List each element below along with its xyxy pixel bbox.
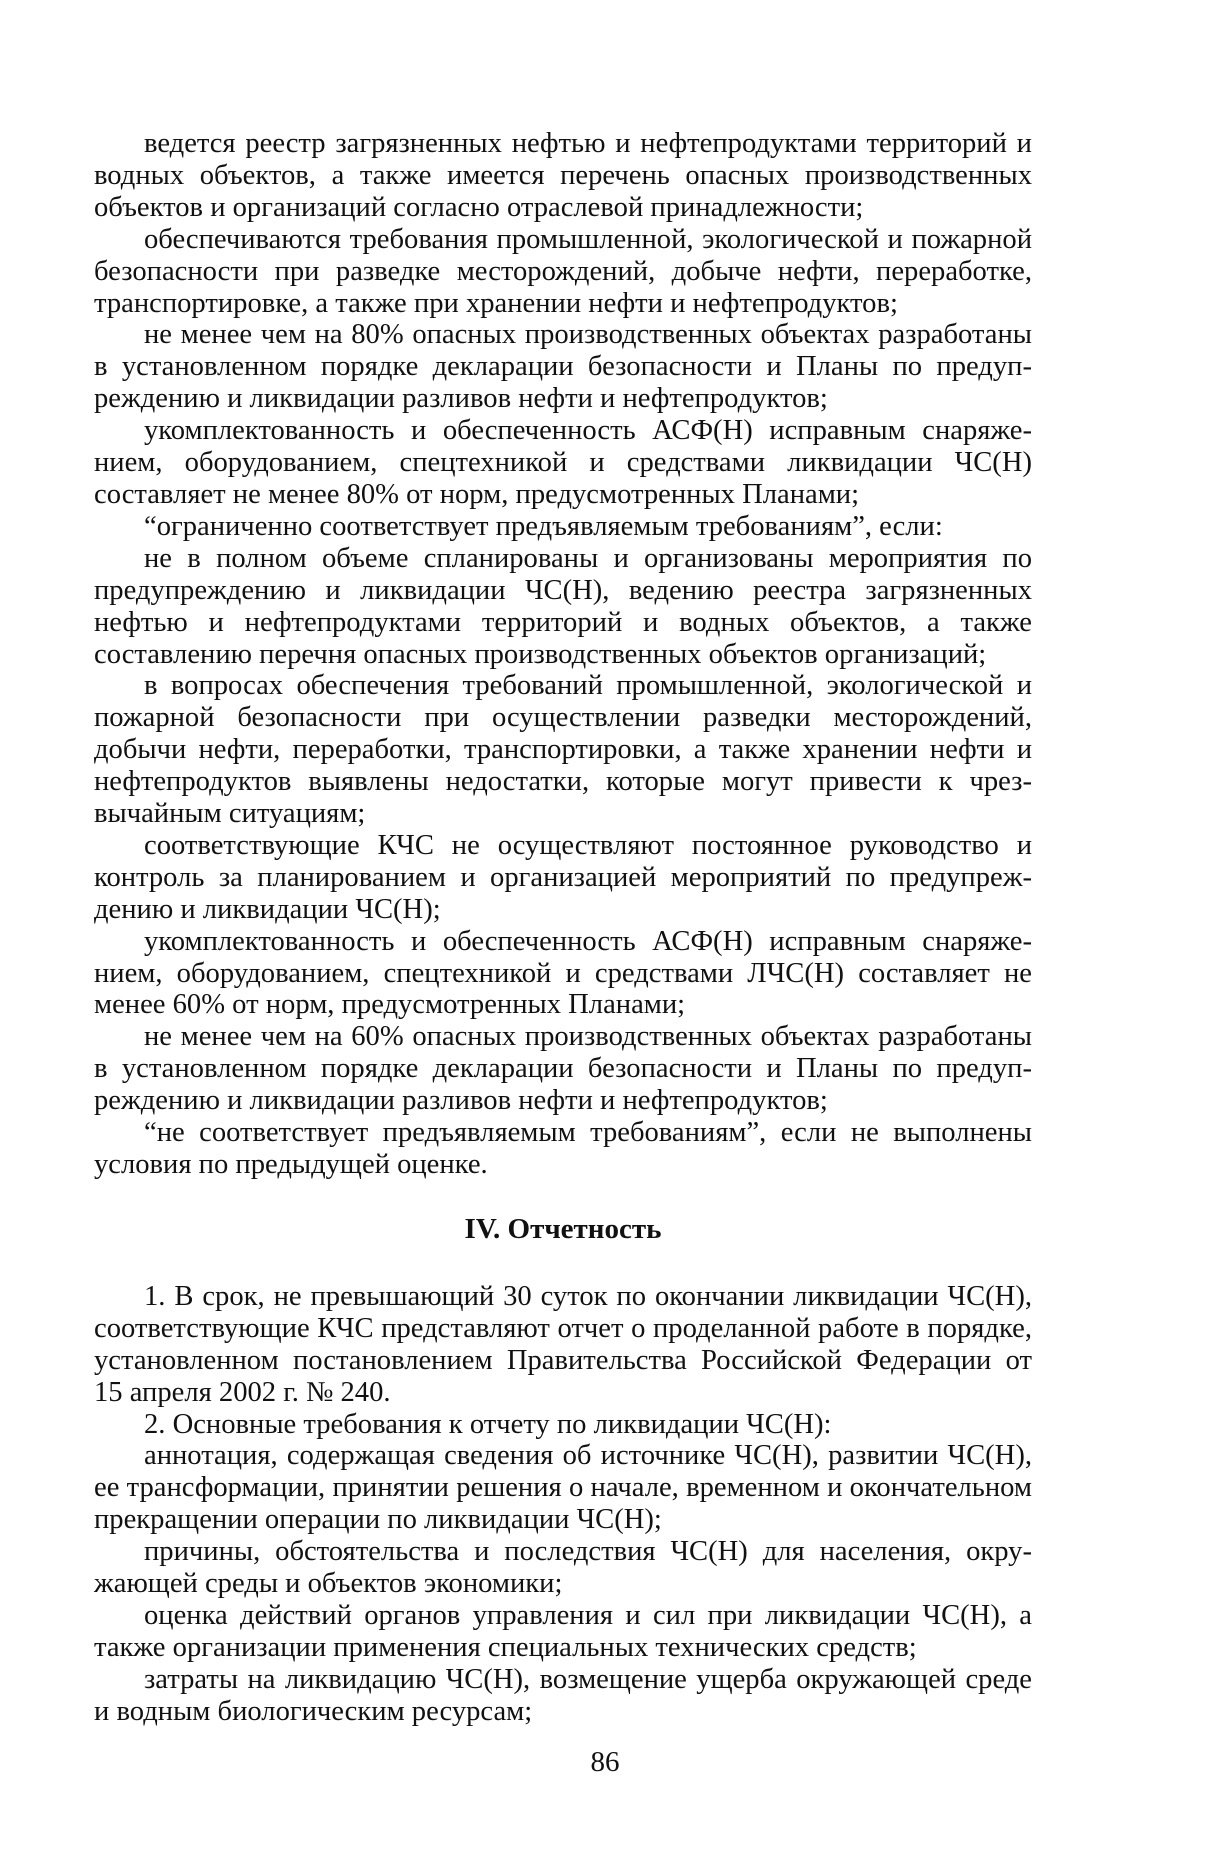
paragraph-declarations-60: не менее чем на 60% опасных производственных объектах разработаны в установленном порядке декларации безопасности и Планы по предупреждению и ликвидации разливов нефти и нефтепродуктов; <box>94 1021 1032 1117</box>
paragraph-limited-compliance: “ограниченно соответствует предъявляемым требованиям”, если: <box>144 510 943 542</box>
paragraph-safety-requirements: обеспечиваются требования промышленной, экологической и пожарной безопасности при разведке месторождений, добыче нефти, переработке, транспортировке, а также при хранении нефти и нефтепродуктов; <box>94 223 1032 319</box>
paragraph-causes: причины, обстоятельства и последствия ЧС(Н) для населения, окружающей среды и объектов экономики; <box>94 1536 1032 1600</box>
paragraph-incomplete-planning: не в полном объеме спланированы и организованы мероприятия по предупреждению и ликвидации ЧС(Н), ведению реестра загрязненных нефтью и нефтепродуктами территорий и водных объектов, а также составлению перечня опасных производственных объектов организаций; <box>94 542 1032 670</box>
paragraph-costs: затраты на ликвидацию ЧС(Н), возмещение ущерба окружающей среде и водным биологическим ресурсам; <box>94 1663 1032 1727</box>
page-number: 86 <box>590 1746 620 1778</box>
paragraph-equipment-60: укомплектованность и обеспеченность АСФ(Н) исправным снаряжением, оборудованием, спецтехникой и средствами ЛЧС(Н) составляет не менее 60% от норм, предусмотренных Планами; <box>94 925 1032 1021</box>
paragraph-assessment: оценка действий органов управления и сил при ликвидации ЧС(Н), а также организации применения специальных технических средств; <box>94 1599 1032 1663</box>
paragraph-equipment-80: укомплектованность и обеспеченность АСФ(Н) исправным снаряжением, оборудованием, спецтехникой и средствами ликвидации ЧС(Н) составляет не менее 80% от норм, предусмотренных Планами; <box>94 415 1032 510</box>
paragraph-kchs-control: соответствующие КЧС не осуществляют постоянное руководство и контроль за планированием и организацией мероприятий по предупреждению и ликвидации ЧС(Н); <box>94 829 1032 925</box>
paragraph-non-compliance: “не соответствует предъявляемым требованиям”, если не выполнены условия по предыдущей оценке. <box>94 1117 1032 1180</box>
paragraph-safety-deficiencies: в вопросах обеспечения требований промышленной, экологической и пожарной безопасности при осуществлении разведки месторождений, добычи нефти, переработки, транспортировки, а также хранении нефти и нефтепродуктов выявлены недостатки, которые могут привести к чрезвычайным ситуациям; <box>94 670 1032 830</box>
paragraph-registry: ведется реестр загрязненных нефтью и нефтепродуктами территорий и водных объектов, а также имеется перечень опасных производственных объектов и организаций согласно отраслевой принадлежности; <box>94 128 1032 223</box>
paragraph-report-requirements: 2. Основные требования к отчету по ликвидации ЧС(Н): <box>144 1408 832 1440</box>
section-heading: IV. Отчетность <box>464 1212 662 1245</box>
document-page <box>94 128 1032 1868</box>
paragraph-annotation: аннотация, содержащая сведения об источнике ЧС(Н), развитии ЧС(Н), ее трансформации, принятии решения о начале, временном и окончательном прекращении операции по ликвидации ЧС(Н); <box>94 1440 1032 1536</box>
paragraph-report-deadline: 1. В срок, не превышающий 30 суток по окончании ликвидации ЧС(Н), соответствующие КЧС представляют отчет о проделанной работе в порядке, установленном постановлением Правительства Российской Федерации от 15 апреля 2002 г. № 240. <box>94 1280 1032 1408</box>
paragraph-declarations-80: не менее чем на 80% опасных производственных объектах разработаны в установленном порядке декларации безопасности и Планы по предупреждению и ликвидации разливов нефти и нефтепродуктов; <box>94 319 1032 415</box>
